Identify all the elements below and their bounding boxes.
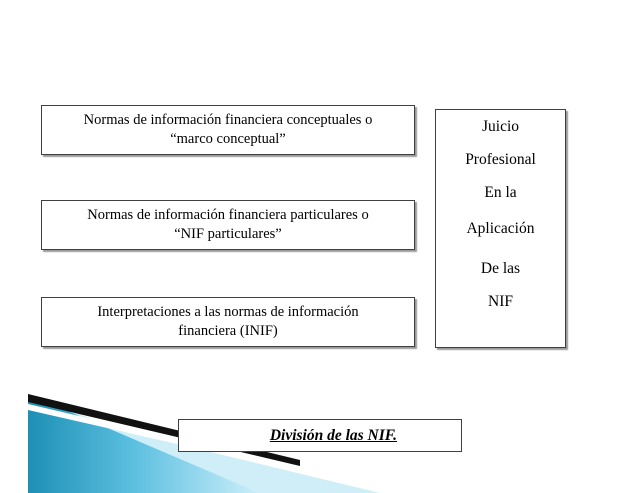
- box-normas-conceptuales: [41, 105, 415, 155]
- juicio-line: Aplicación: [466, 220, 535, 237]
- box-conceptual-line1: Normas de información financiera conceptuales o: [83, 112, 373, 128]
- box-particulares-line1: Normas de información financiera particulares o: [87, 207, 369, 223]
- box-inif-line2: financiera (INIF): [178, 323, 278, 339]
- juicio-line: En la: [484, 184, 517, 201]
- box-juicio-profesional: [435, 109, 566, 348]
- box-interpretaciones-inif: [41, 297, 415, 347]
- slide-title: División de las NIF.: [269, 426, 397, 444]
- juicio-line: NIF: [488, 293, 513, 310]
- box-conceptual-line2: “marco conceptual”: [170, 131, 286, 147]
- box-inif-line1: Interpretaciones a las normas de información: [97, 304, 359, 320]
- juicio-line: Profesional: [465, 151, 536, 168]
- slide-title-box: [178, 419, 462, 452]
- box-normas-particulares: [41, 200, 415, 250]
- box-particulares-line2: “NIF particulares”: [174, 226, 282, 242]
- juicio-line: De las: [480, 260, 521, 277]
- juicio-line: Juicio: [481, 118, 520, 135]
